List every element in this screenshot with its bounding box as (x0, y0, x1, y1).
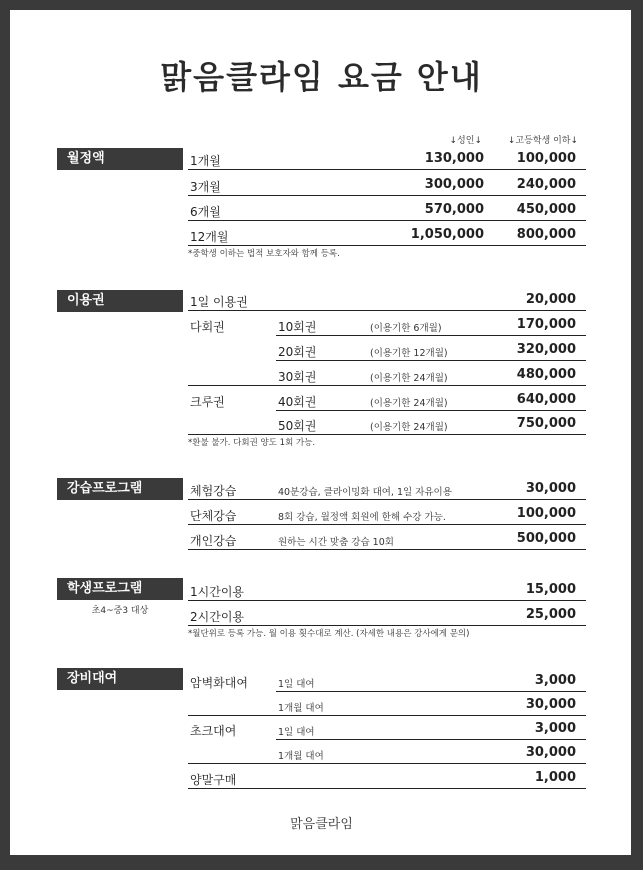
pass-price: 480,000 (516, 367, 576, 382)
row-divider (188, 195, 586, 196)
shoe-rental-label: 암벽화대여 (190, 676, 248, 690)
lesson-label: 개인강습 (190, 534, 237, 548)
pass-validity: (이용기한 24개월) (370, 422, 448, 433)
category-lesson: 강습프로그램 (57, 478, 183, 500)
chalk-rental-label: 초크대여 (190, 724, 237, 738)
student-label: 2시간이용 (190, 610, 245, 624)
rental-price: 3,000 (534, 673, 576, 688)
header-student: ↓고등학생 이하↓ (507, 136, 578, 146)
category-student: 학생프로그램 (57, 578, 183, 600)
crew-pass-label: 크루권 (190, 395, 225, 409)
multi-pass-label: 다회권 (190, 320, 225, 334)
pass-price: 750,000 (516, 416, 576, 431)
row-divider (188, 625, 586, 626)
monthly-note: *중학생 이하는 법적 보호자와 함께 등록. (188, 249, 340, 259)
row-divider (188, 549, 586, 550)
rental-price: 3,000 (534, 721, 576, 736)
lesson-price: 30,000 (525, 481, 576, 496)
header-adult: ↓성인↓ (449, 136, 482, 146)
row-divider (188, 385, 586, 386)
rental-period: 1일 대여 (278, 727, 315, 738)
pass-count: 20회권 (278, 345, 317, 359)
row-divider (188, 600, 586, 601)
pass-validity: (이용기한 12개월) (370, 348, 448, 359)
monthly-adult-price: 570,000 (424, 202, 484, 217)
day-pass-label: 1일 이용권 (190, 295, 248, 309)
category-pass: 이용권 (57, 290, 183, 312)
pass-validity: (이용기한 24개월) (370, 373, 448, 384)
page-title: 맑음클라임 요금 안내 (160, 58, 483, 96)
lesson-label: 체험강습 (190, 484, 237, 498)
pass-count: 50회권 (278, 419, 317, 433)
row-divider (188, 763, 586, 764)
lesson-desc: 8회 강습, 월정액 회원에 한해 수강 가능. (278, 512, 446, 523)
lesson-desc: 원하는 시간 맞춤 강습 10회 (278, 537, 394, 548)
row-divider (188, 715, 586, 716)
student-price: 15,000 (525, 582, 576, 597)
student-label: 1시간이용 (190, 585, 245, 599)
pass-validity: (이용기한 6개월) (370, 323, 442, 334)
row-divider (188, 169, 586, 170)
monthly-label: 6개월 (190, 205, 221, 219)
pass-note: *환불 불가. 다회권 양도 1회 가능. (188, 438, 316, 448)
row-divider (276, 410, 586, 411)
pass-price: 640,000 (516, 392, 576, 407)
lesson-price: 100,000 (516, 506, 576, 521)
monthly-adult-price: 130,000 (424, 151, 484, 166)
row-divider (188, 499, 586, 500)
monthly-student-price: 450,000 (516, 202, 576, 217)
row-divider (188, 524, 586, 525)
student-price: 25,000 (525, 607, 576, 622)
footer-brand: 맑음클라임 (290, 817, 353, 832)
rental-period: 1개월 대여 (278, 751, 324, 762)
row-divider (276, 691, 586, 692)
socks-label: 양말구매 (190, 773, 237, 787)
monthly-label: 1개월 (190, 154, 221, 168)
monthly-student-price: 100,000 (516, 151, 576, 166)
rental-price: 30,000 (525, 745, 576, 760)
pass-price: 320,000 (516, 342, 576, 357)
lesson-label: 단체강습 (190, 509, 237, 523)
category-rental: 장비대여 (57, 668, 183, 690)
row-divider (188, 310, 586, 311)
day-pass-price: 20,000 (525, 292, 576, 307)
student-note: *월단위로 등록 가능. 월 이용 횟수대로 계산. (자세한 내용은 강사에게 문의) (188, 629, 470, 639)
row-divider (276, 360, 586, 361)
rental-period: 1일 대여 (278, 679, 315, 690)
row-divider (188, 434, 586, 435)
monthly-student-price: 240,000 (516, 177, 576, 192)
lesson-price: 500,000 (516, 531, 576, 546)
row-divider (276, 335, 586, 336)
student-target: 초4~중3 대상 (91, 606, 149, 616)
lesson-desc: 40분강습, 클라이밍화 대여, 1일 자유이용 (278, 487, 452, 498)
rental-price: 30,000 (525, 697, 576, 712)
pass-count: 40회권 (278, 395, 317, 409)
monthly-adult-price: 1,050,000 (410, 227, 484, 242)
row-divider (188, 220, 586, 221)
row-divider (188, 788, 586, 789)
pass-validity: (이용기한 24개월) (370, 398, 448, 409)
row-divider (188, 245, 586, 246)
category-monthly: 월정액 (57, 148, 183, 170)
monthly-student-price: 800,000 (516, 227, 576, 242)
socks-price: 1,000 (534, 770, 576, 785)
rental-period: 1개월 대여 (278, 703, 324, 714)
monthly-label: 12개월 (190, 230, 229, 244)
pass-count: 30회권 (278, 370, 317, 384)
pass-count: 10회권 (278, 320, 317, 334)
monthly-adult-price: 300,000 (424, 177, 484, 192)
pass-price: 170,000 (516, 317, 576, 332)
monthly-label: 3개월 (190, 180, 221, 194)
row-divider (276, 739, 586, 740)
